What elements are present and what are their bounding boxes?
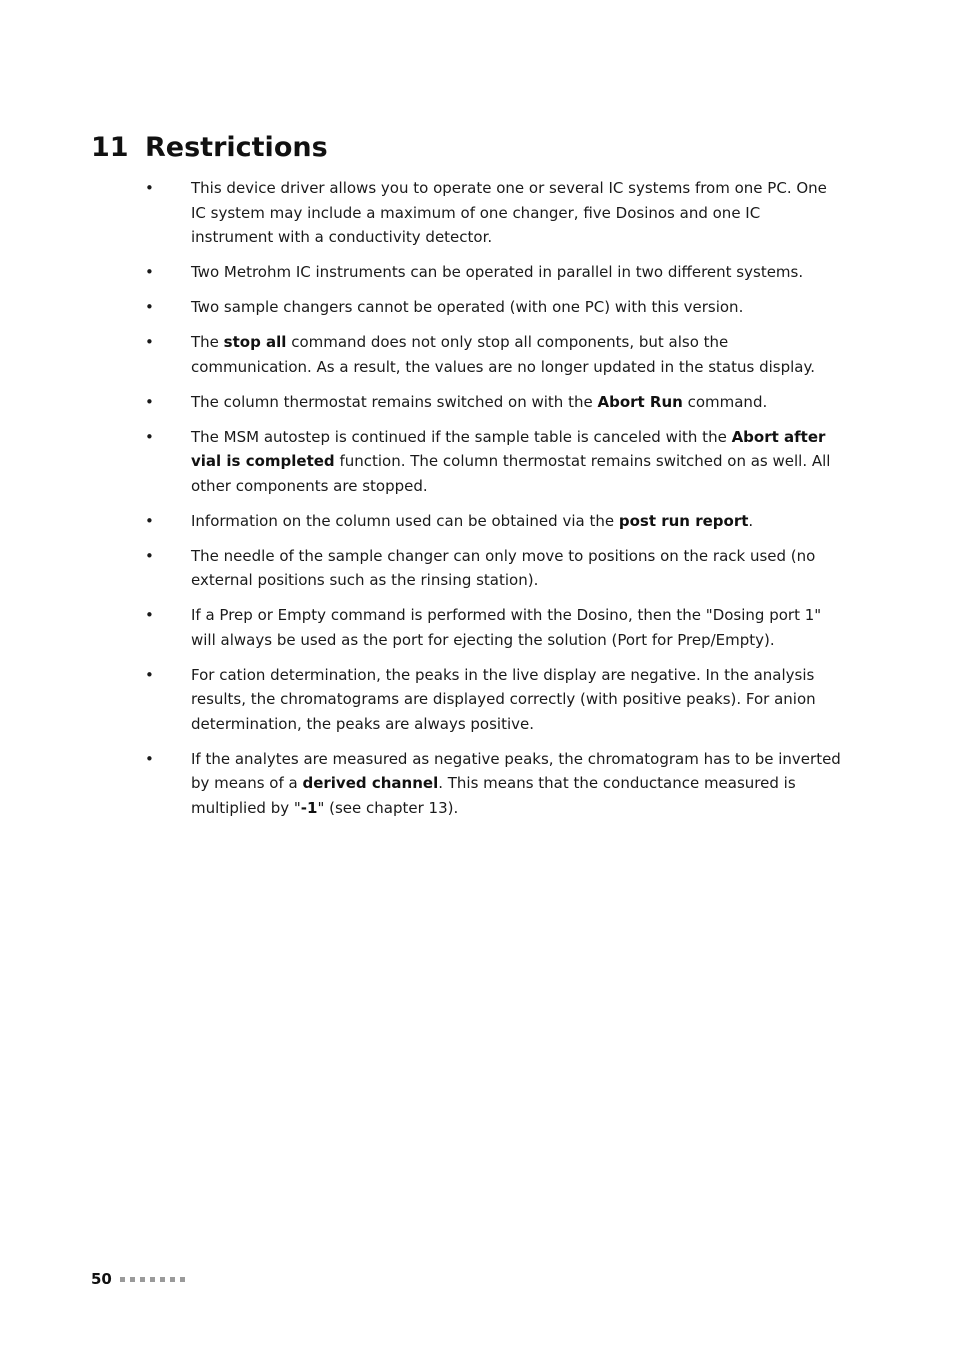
footer-dot-icon bbox=[160, 1277, 165, 1282]
list-item bbox=[145, 330, 845, 379]
list-item bbox=[145, 544, 845, 593]
item-text: . bbox=[748, 511, 754, 530]
list-item bbox=[145, 509, 845, 534]
item-text: Two Metrohm IC instruments can be operated in parallel in two different systems. bbox=[191, 263, 804, 281]
item-text: The MSM autostep is continued if the sample table is canceled with the bbox=[191, 427, 732, 446]
item-text: This device driver allows you to operate one or several IC systems from one PC. One IC system may include a maximum of one changer, five Dosinos and one IC instrument with a conductivity detector. bbox=[191, 179, 827, 246]
item-text: command does not only stop all components, but also the communication. As a result, the values are no longer updated in the status display. bbox=[191, 333, 815, 376]
item-text: The column thermostat remains switched on with the bbox=[191, 392, 598, 411]
list-item bbox=[145, 747, 845, 821]
list-item bbox=[145, 176, 845, 250]
item-text: If a Prep or Empty command is performed with the Dosino, then the "Dosing port 1" will always be used as the port for ejecting the solution (Port for Prep/Empty). bbox=[191, 606, 822, 649]
item-text: Information on the column used can be obtained via the bbox=[191, 511, 619, 530]
item-text: command. bbox=[682, 392, 768, 411]
bullet-icon: • bbox=[145, 427, 154, 446]
bullet-icon: • bbox=[145, 665, 154, 684]
bullet-icon: • bbox=[145, 546, 154, 565]
footer-dot-icon bbox=[150, 1277, 155, 1282]
page-footer bbox=[91, 1268, 190, 1290]
restrictions-list bbox=[145, 176, 845, 831]
page-title bbox=[91, 128, 328, 168]
list-item bbox=[145, 603, 845, 652]
bullet-icon: • bbox=[145, 392, 154, 411]
list-item bbox=[145, 425, 845, 499]
item-text: " (see chapter 13). bbox=[317, 798, 459, 817]
emphasized-term: derived channel bbox=[302, 774, 439, 792]
item-text: . This means that the conductance measured is multiplied by " bbox=[191, 774, 796, 817]
emphasized-term: stop all bbox=[223, 333, 287, 351]
chapter-title: Restrictions bbox=[145, 132, 328, 163]
bullet-icon: • bbox=[145, 333, 154, 351]
footer-dot-icon bbox=[170, 1277, 175, 1282]
bullet-icon: • bbox=[145, 749, 154, 768]
footer-dot-icon bbox=[130, 1277, 135, 1282]
emphasized-term: Abort after vial is completed bbox=[191, 427, 826, 470]
footer-dot-icon bbox=[120, 1277, 125, 1282]
item-text: For cation determination, the peaks in the live display are negative. In the analysis results, the chromatograms are displayed correctly (with positive peaks). For anion determination, the peaks are always positive. bbox=[191, 665, 816, 733]
list-item bbox=[145, 663, 845, 737]
bullet-icon: • bbox=[145, 263, 154, 281]
list-item bbox=[145, 295, 845, 320]
emphasized-term: Abort Run bbox=[597, 392, 683, 411]
list-item bbox=[145, 260, 845, 285]
page-number: 50 bbox=[91, 1270, 112, 1288]
footer-dot-icon bbox=[140, 1277, 145, 1282]
chapter-number: 11 bbox=[91, 132, 129, 163]
bullet-icon: • bbox=[145, 511, 154, 530]
footer-dot-icon bbox=[180, 1277, 185, 1282]
item-text: Two sample changers cannot be operated (with one PC) with this version. bbox=[191, 298, 744, 316]
bullet-icon: • bbox=[145, 298, 154, 316]
emphasized-term: post run report bbox=[618, 511, 749, 530]
bullet-icon: • bbox=[145, 606, 154, 624]
item-text: The bbox=[191, 333, 224, 351]
item-text: The needle of the sample changer can only move to positions on the rack used (no external positions such as the rinsing station). bbox=[191, 546, 816, 589]
item-text: function. The column thermostat remains switched on as well. All other components are stopped. bbox=[191, 452, 831, 495]
list-item bbox=[145, 390, 845, 415]
bullet-icon: • bbox=[145, 179, 154, 197]
footer-dots bbox=[120, 1277, 190, 1282]
emphasized-term: -1 bbox=[300, 798, 318, 817]
item-text: If the analytes are measured as negative peaks, the chromatogram has to be inverted by means of a bbox=[191, 749, 841, 792]
